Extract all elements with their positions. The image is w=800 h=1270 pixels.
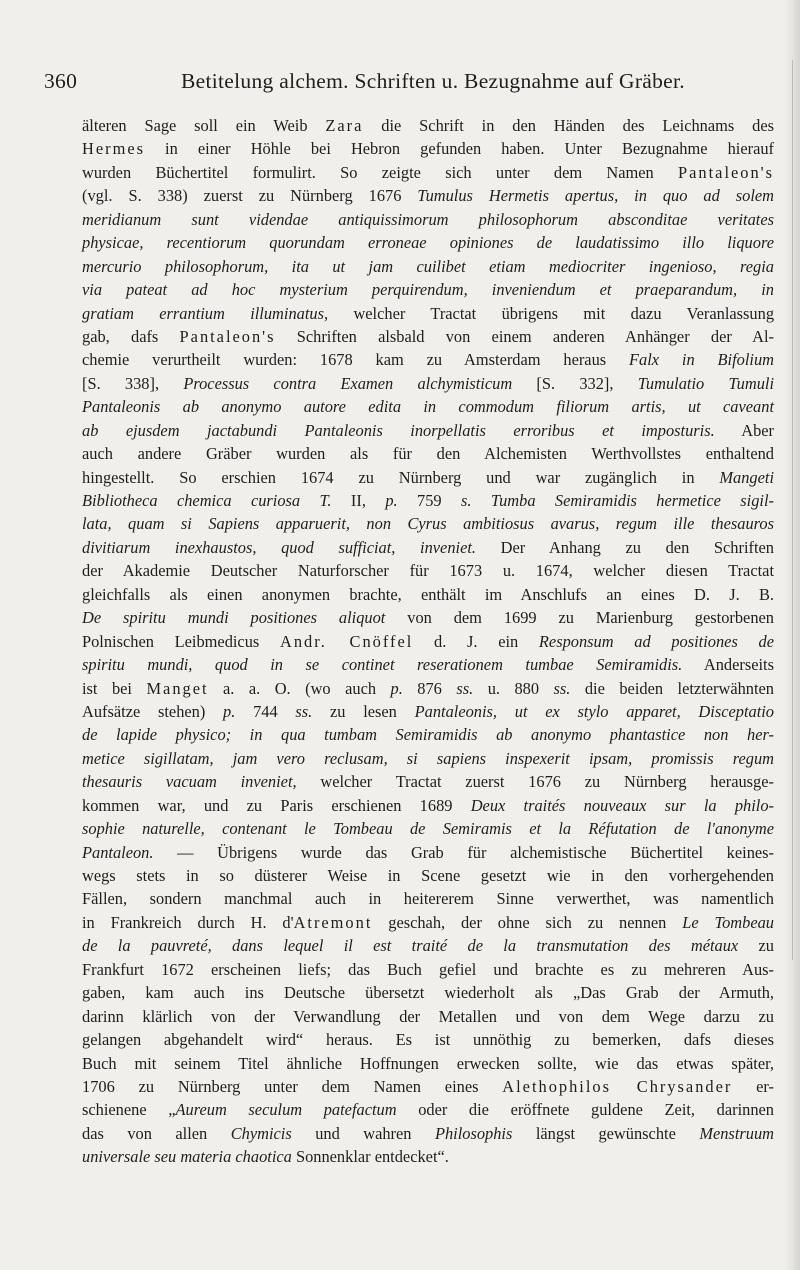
italic-text: Tumulatio Tumuli — [637, 373, 774, 393]
text-run: Aufsätze stehen) — [82, 701, 224, 721]
text-run: oder die eröffnete guldene Zeit, darinnen — [396, 1100, 774, 1120]
text-run: wurden Büchertitel formulirt. So zeigte sich unter dem Namen — [82, 162, 679, 182]
text-line — [82, 536, 774, 559]
text-line — [82, 1075, 774, 1098]
text-run: der Akademie Deutscher Naturforscher für 1673 u. 1674, welcher diesen Tractat — [82, 561, 774, 581]
text-run: a. a. O. (wo auch — [208, 678, 391, 698]
italic-text: Menstruum — [699, 1123, 774, 1143]
text-line — [82, 231, 774, 254]
italic-text: Pantaleonis, ut ex stylo apparet, Disceptatio — [414, 701, 774, 721]
text-line — [82, 419, 774, 442]
italic-text: sophie naturelle, contenant le Tombeau de Semiramis et la Réfutation de l'anonyme — [82, 819, 774, 839]
spaced-name: Atremont — [293, 912, 373, 932]
text-run: in Frankreich durch H. d' — [82, 912, 294, 932]
text-run: längst gewünschte — [512, 1123, 700, 1143]
text-run: und wahren — [291, 1123, 435, 1143]
text-line — [82, 325, 774, 348]
page-edge-line — [792, 60, 793, 960]
text-run: [S. 332], — [512, 373, 638, 393]
text-run: Buch mit seinem Titel ähnliche Hoffnungen erwecken sollte, wie das etwas später, — [82, 1053, 774, 1073]
text-line — [82, 489, 774, 512]
text-line — [82, 559, 774, 582]
text-line — [82, 278, 774, 301]
text-line — [82, 302, 774, 325]
text-line — [82, 208, 774, 231]
text-line — [82, 184, 774, 207]
italic-text: ss. — [553, 678, 571, 698]
text-run: chemie verurtheilt wurden: 1678 kam zu Amsterdam heraus — [82, 350, 630, 370]
text-line — [82, 817, 774, 840]
text-line — [82, 161, 774, 184]
text-line — [82, 677, 774, 700]
text-run: die beiden letzterwähnten — [570, 678, 775, 698]
text-line — [82, 606, 774, 629]
text-line — [82, 1005, 774, 1028]
italic-text: Responsum ad positiones de — [538, 631, 775, 651]
text-run: er- — [732, 1076, 774, 1096]
text-run: — Übrigens wurde das Grab für alchemistische Büchertitel keines- — [153, 842, 774, 862]
text-run: gaben, kam auch ins Deutsche übersetzt wiederholt als „Das Grab der Armuth, — [82, 983, 774, 1003]
text-run: hingestellt. So erschien 1674 zu Nürnberg und war zugänglich in — [82, 467, 720, 487]
italic-text: p. — [390, 678, 403, 698]
text-run: u. 880 — [473, 678, 554, 698]
text-line — [82, 372, 774, 395]
text-run: das von allen — [82, 1123, 231, 1143]
running-title: Betitelung alchem. Schriften u. Bezugnahme auf Gräber. — [181, 69, 685, 93]
page-number: 360 — [44, 69, 78, 93]
text-run — [472, 491, 491, 510]
text-line — [82, 1145, 774, 1168]
italic-text: meridianum sunt videndae antiquissimorum philosophorum absconditae veritates — [82, 209, 774, 229]
italic-text: divitiarum inexhaustos, quod sufficiat, inveniet. — [82, 537, 477, 557]
text-run: Der Anhang zu den Schriften — [476, 537, 774, 557]
text-line — [82, 958, 774, 981]
text-run: gelangen abgehandelt wird“ heraus. Es ist unnöthig zu bemerken, dafs dieses — [82, 1030, 774, 1050]
italic-text: Falx in Bifolium — [629, 350, 774, 370]
text-run: welcher Tractat übrigens mit dazu Veranlassung — [328, 303, 775, 323]
text-run: Sonnenklar entdecket“. — [291, 1147, 449, 1167]
italic-text: De spiritu mundi positiones aliquot — [82, 608, 386, 628]
italic-text: de lapide physico; in qua tumbam Semiramidis ab anonymo phantastice non her- — [82, 725, 774, 745]
text-run: geschah, der ohne sich zu nennen — [372, 912, 683, 932]
text-run: ist bei — [82, 678, 147, 698]
text-run: in einer Höhle bei Hebron gefunden haben. Unter Bezugnahme hierauf — [144, 139, 774, 159]
text-run: 1706 zu Nürnberg unter dem Namen eines — [82, 1076, 503, 1096]
italic-text: physicae, recentiorum quorundam erroneae opiniones de laudatissimo illo liquore — [82, 233, 774, 253]
text-run: gleichfalls als einen anonymen brachte, enthält im Anschlufs an eines D. J. B. — [82, 584, 774, 604]
text-line — [82, 630, 774, 653]
text-run: [S. 338], — [82, 373, 184, 393]
text-run: auch andere Gräber wurden als für den Alchemisten Werthvollstes enthaltend — [82, 444, 774, 464]
text-line — [82, 700, 774, 723]
text-run: schienene „ — [82, 1100, 176, 1120]
text-run: welcher Tractat zuerst 1676 zu Nürnberg herausge- — [296, 772, 774, 792]
text-line — [82, 981, 774, 1004]
italic-text: Pantaleonis ab anonymo autore edita in commodum filiorum artis, ut caveant — [82, 397, 774, 417]
spaced-name: Andr. Cnöffel — [279, 631, 414, 651]
text-run: 744 — [235, 701, 296, 721]
spaced-name: Manget — [146, 678, 209, 698]
italic-text: Deux traités nouveaux sur la philo- — [470, 795, 774, 815]
italic-text: Processus contra Examen alchymisticum — [183, 373, 513, 393]
spaced-name: Alethophilos Chrysander — [502, 1076, 733, 1096]
text-run: die Schrift in den Händen des Leichnams des — [363, 116, 774, 135]
italic-text: Bibliotheca chemica curiosa T. — [82, 491, 332, 510]
text-line — [82, 841, 774, 864]
text-line — [82, 395, 774, 418]
text-line — [82, 583, 774, 606]
text-line — [82, 1098, 774, 1121]
italic-text: Philosophis — [434, 1123, 513, 1143]
italic-text: Tumba Semiramidis hermetice sigil- — [490, 491, 774, 510]
text-run: Schriften alsbald von einem anderen Anhänger der Al- — [275, 326, 775, 346]
text-line — [82, 466, 774, 489]
text-run: Fällen, sondern manchmal auch in heitererem Sinne verwerthet, was namentlich — [82, 889, 774, 909]
italic-text: Mangeti — [719, 467, 774, 487]
text-run: darinn klärlich von der Verwandlung der Metallen und von dem Wege darzu zu — [82, 1006, 774, 1026]
italic-text: metice sigillatam, jam vero reclusam, si sapiens inspexerit ipsam, promissis regum — [82, 748, 774, 768]
text-line — [82, 114, 774, 137]
text-run: Polnischen Leibmedicus — [82, 631, 280, 651]
spaced-name: Pantaleon's — [678, 162, 774, 182]
italic-text: via pateat ad hoc mysterium perquirendum, inveniendum et praeparandum, in — [82, 280, 774, 300]
text-line — [82, 747, 774, 770]
text-line — [82, 864, 774, 887]
body-text — [82, 114, 774, 1169]
text-run: gab, dafs — [82, 326, 180, 346]
text-run: II, — [331, 491, 386, 510]
italic-text: p. — [223, 701, 236, 721]
text-line — [82, 1028, 774, 1051]
text-line — [82, 723, 774, 746]
italic-text: Le Tombeau — [682, 912, 774, 932]
italic-text: lata, quam si Sapiens apparuerit, non Cyrus ambitiosus avarus, regum ille thesauros — [82, 514, 774, 534]
text-run: 759 — [397, 491, 462, 510]
spaced-name: Hermes — [82, 139, 145, 159]
text-run: (vgl. S. 338) zuerst zu Nürnberg 1676 — [82, 186, 418, 206]
italic-text: Aureum seculum patefactum — [175, 1100, 397, 1120]
text-line — [82, 1122, 774, 1145]
text-run: Aber — [714, 420, 774, 440]
text-run: zu — [738, 936, 774, 956]
text-run: 876 — [402, 678, 457, 698]
italic-text: thesauris vacuam inveniet, — [82, 772, 297, 792]
text-run: d. J. ein — [413, 631, 539, 651]
text-run: zu lesen — [312, 701, 415, 721]
running-header — [44, 66, 770, 96]
text-line — [82, 1052, 774, 1075]
italic-text: ss. — [295, 701, 313, 721]
text-line — [82, 770, 774, 793]
italic-text: s. — [461, 491, 472, 510]
italic-text: spiritu mundi, quod in se continet reserationem tumbae Semiramidis. — [82, 655, 683, 675]
text-line — [82, 911, 774, 934]
text-line — [82, 887, 774, 910]
text-run: kommen war, und zu Paris erschienen 1689 — [82, 795, 471, 815]
italic-text: gratiam errantium illuminatus, — [82, 303, 329, 323]
italic-text: de la pauvreté, dans lequel il est traité de la transmutation des métaux — [82, 936, 739, 956]
text-run: wegs stets in so düsterer Weise in Scene gesetzt wie in den vorhergehenden — [82, 866, 774, 885]
text-run: Anderseits — [682, 655, 774, 675]
italic-text: Pantaleon. — [82, 842, 154, 862]
italic-text: Chymicis — [230, 1123, 292, 1143]
text-run: Frankfurt 1672 erscheinen liefs; das Buch gefiel und brachte es zu mehreren Aus- — [82, 959, 774, 979]
italic-text: universale seu materia chaotica — [82, 1147, 292, 1167]
text-line — [82, 442, 774, 465]
italic-text: ab ejusdem jactabundi Pantaleonis inorpellatis erroribus et imposturis. — [82, 420, 715, 440]
text-run: älteren Sage soll ein Weib — [82, 116, 326, 135]
italic-text: p. — [385, 491, 398, 510]
text-line — [82, 653, 774, 676]
italic-text: Tumulus Hermetis apertus, in quo ad solem — [417, 186, 774, 206]
text-line — [82, 137, 774, 160]
text-line — [82, 512, 774, 535]
text-line — [82, 255, 774, 278]
spaced-name: Zara — [325, 116, 364, 135]
italic-text: ss. — [456, 678, 474, 698]
text-run: von dem 1699 zu Marienburg gestorbenen — [385, 608, 774, 628]
text-line — [82, 794, 774, 817]
text-line — [82, 934, 774, 957]
spaced-name: Pantaleon's — [179, 326, 276, 346]
text-line — [82, 348, 774, 371]
italic-text: mercurio philosophorum, ita ut jam cuilibet etiam mediocriter ingenioso, regia — [82, 256, 774, 276]
